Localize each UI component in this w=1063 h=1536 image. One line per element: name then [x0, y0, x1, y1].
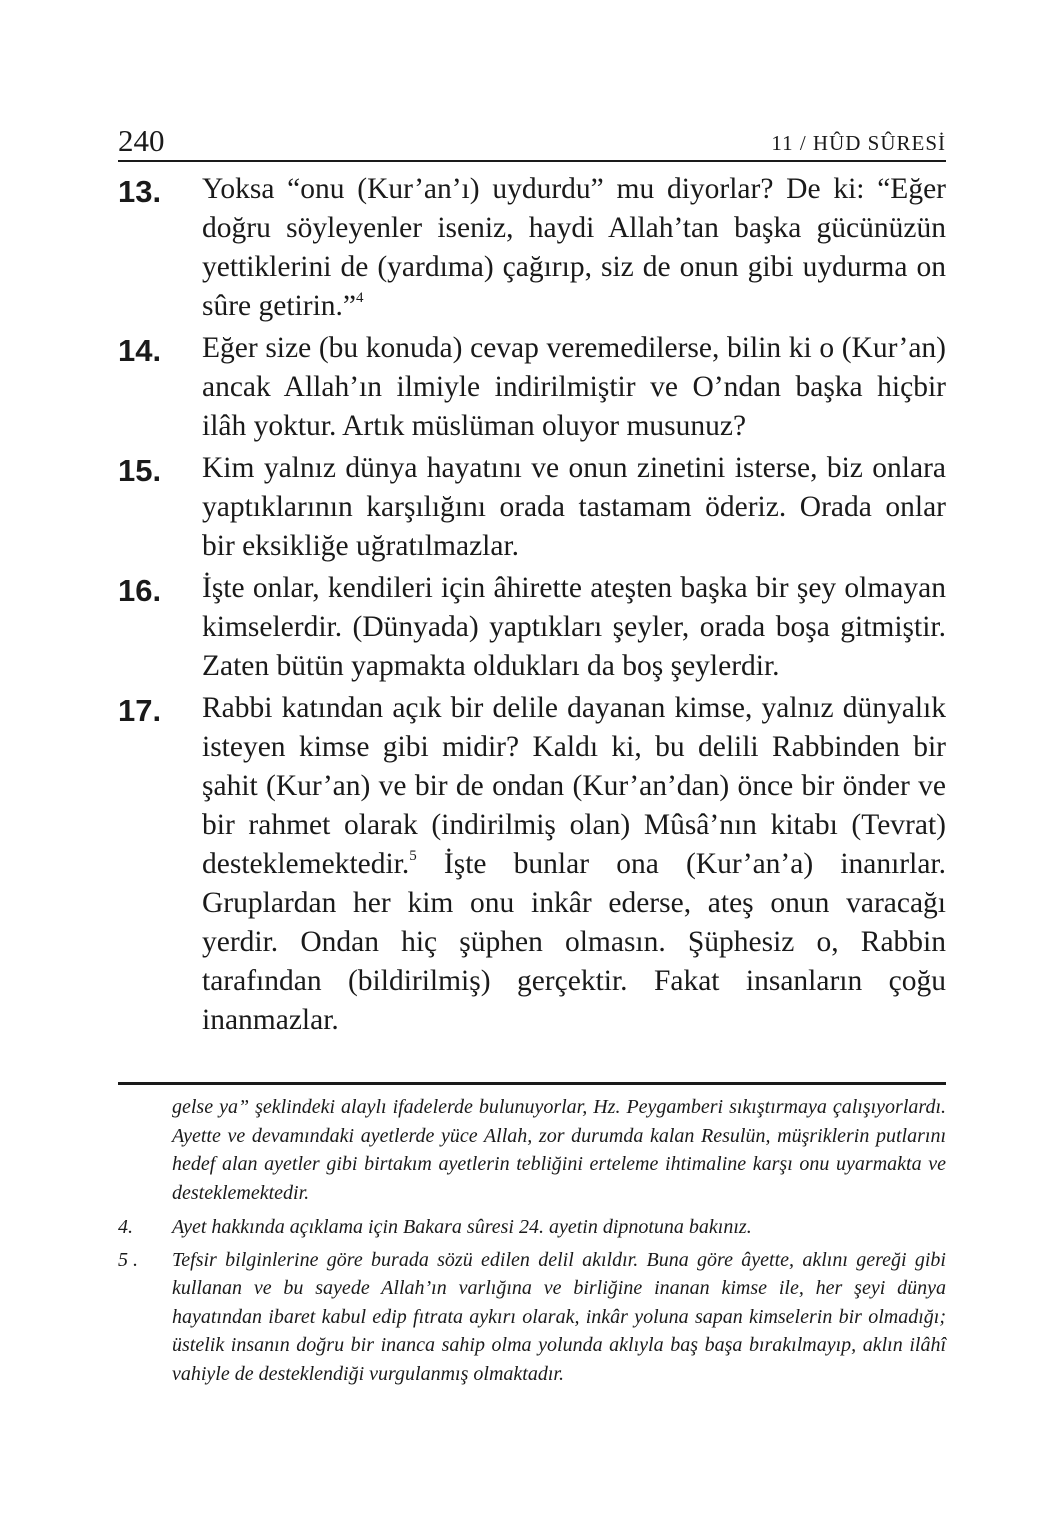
verse-17	[118, 689, 946, 1040]
footnote-divider	[118, 1082, 946, 1085]
verse-13	[118, 170, 946, 326]
verse-text: Yoksa “onu (Kur’an’ı) uydurdu” mu diyorlar? De ki: “Eğer doğru söyleyenler iseniz, haydi Allah’tan başka gücünüzün yettiklerini de (yardıma) çağırıp, siz de onun gibi uydurma on sûre getirin.”	[202, 173, 946, 322]
verse-16	[118, 569, 946, 686]
verse-text: Rabbi katından açık bir delile dayanan kimse, yalnız dünyalık isteyen kimse gibi midir? Kaldı ki, bu delili Rabbinden bir şahit (Kur’an) ve bir de ondan (Kur’an’dan) önce bir önder ve bir rahmet olarak (indirilmiş olan) Mûsâ’nın kitabı (Tevrat) desteklemektedir.	[202, 692, 946, 880]
footnote-text: Ayet hakkında açıklama için Bakara sûresi 24. ayetin dipnotuna bakınız.	[172, 1216, 752, 1238]
verse-text: Kim yalnız dünya hayatını ve onun zinetini isterse, biz onlara yaptıklarının karşılığını orada tastamam öderiz. Orada onlar bir eksikliğe uğratılmazlar.	[202, 452, 946, 562]
verse-text-continued: İşte bunlar ona (Kur’an’a) inanırlar. Gruplardan her kim onu inkâr ederse, ateş onun varacağı yerdir. Ondan hiç şüphen olmasın. Şüphesiz o, Rabbin tarafından (bildirilmiş) gerçektir. Fakat insanların çoğu inanmazlar.	[202, 848, 946, 1036]
verse-number: 16.	[118, 573, 162, 608]
footnote-ref-5[interactable]: 5	[409, 848, 417, 864]
footnotes	[118, 1093, 946, 1392]
footnote-5	[118, 1246, 946, 1389]
verse-text: İşte onlar, kendileri için âhirette ateşten başka bir şey olmayan kimselerdir. (Dünyada) yaptıkları şeyler, orada boşa gitmiştir. Zaten bütün yapmakta oldukları da boş şeylerdir.	[202, 572, 946, 682]
footnote-mark: 4.	[118, 1216, 133, 1238]
footnote-text: Tefsir bilginlerine göre burada sözü edilen delil akıldır. Buna göre âyette, aklını gereği gibi kullanan ve bu sayede Allah’ın varlığına ve birliğine inanan kimse ile, her şeyi dünya hayatından ibaret kabul edip fıtrata aykırı olarak, inkâr yoluna sapan kimselerin bir olmadığı; üstelik insanın doğru bir inanca sahip olma yolunda aklıyla baş başa bırakılmayıp, aklın ilâhî vahiyle de desteklendiği vurgulanmış olmaktadır.	[172, 1248, 946, 1385]
verse-list	[118, 170, 946, 1043]
footnote-continuation: gelse ya” şeklindeki alaylı ifadelerde bulunuyorlar, Hz. Peygamberi sıkıştırmaya çalışıyorlardı. Ayette ve devamındaki ayetlerde yüce Allah, zor durumda kalan Resulün, müşriklerin putlarını hedef alan ayetler gibi birtakım ayetlerin tebliğini erteleme ihtimaline karşı onu uyarmakta ve desteklemektedir.	[172, 1096, 946, 1204]
footnote-ref-4[interactable]: 4	[356, 290, 364, 306]
running-title: 11 / HÛD SÛRESİ	[771, 131, 946, 155]
footnote-mark: 5 .	[118, 1248, 138, 1271]
verse-number: 14.	[118, 333, 162, 368]
verse-number: 15.	[118, 453, 162, 488]
verse-14	[118, 329, 946, 446]
page-number: 240	[118, 123, 165, 158]
verse-number: 17.	[118, 693, 162, 728]
verse-text: Eğer size (bu konuda) cevap veremedilerse, bilin ki o (Kur’an) ancak Allah’ın ilmiyle indirilmiştir ve O’ndan başka hiçbir ilâh yoktur. Artık müslüman oluyor musunuz?	[202, 332, 946, 442]
verse-number: 13.	[118, 174, 162, 209]
footnote-4	[118, 1213, 946, 1242]
page-header	[118, 116, 946, 162]
verse-15	[118, 449, 946, 566]
